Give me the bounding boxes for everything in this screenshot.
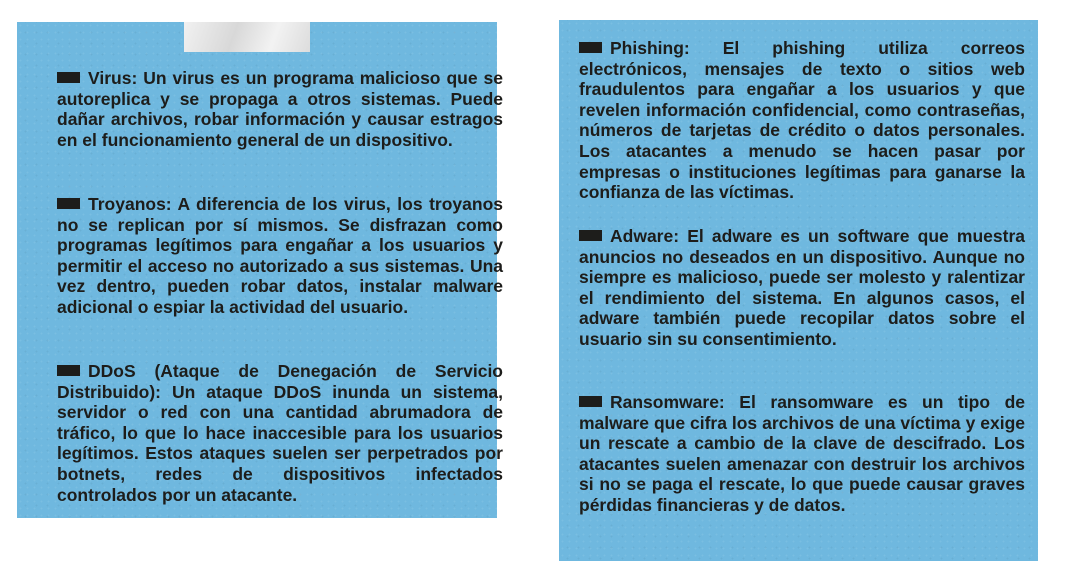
entry-text: Phishing: El phishing utiliza correos electrónicos, mensajes de texto o sitios web fraudulentos para engañar a los usuarios y que revelen información confidencial, como contraseñas, números de tarjetas de crédito o datos personales. Los atacantes a menudo se hacen pasar por empresas o instituciones legítimas para ganarse la confianza de las víctimas.: [579, 38, 1025, 203]
bullet-marker: [579, 396, 602, 407]
entry-adware: [579, 226, 1025, 350]
right-text-panel: [559, 20, 1038, 561]
entry-ddos: [57, 361, 503, 505]
entry-troyanos: [57, 194, 503, 318]
bullet-marker: [57, 72, 80, 83]
entry-text: Virus: Un virus es un programa malicioso que se autoreplica y se propaga a otros sistemas. Puede dañar archivos, robar información y causar estragos en el funcionamiento general de un dispositivo.: [57, 68, 503, 150]
adhesive-tape: [184, 22, 310, 52]
entry-phishing: [579, 38, 1025, 203]
bullet-marker: [57, 198, 80, 209]
bullet-marker: [579, 42, 602, 53]
left-text-panel: [17, 22, 503, 518]
entry-text: Ransomware: El ransomware es un tipo de malware que cifra los archivos de una víctima y exige un rescate a cambio de la clave de descifrado. Los atacantes suelen amenazar con destruir los archivos si no se paga el rescate, lo que puede causar graves pérdidas financieras y de datos.: [579, 392, 1025, 515]
entry-text: Adware: El adware es un software que muestra anuncios no deseados en un dispositivo. Aunque no siempre es malicioso, puede ser molesto y ralentizar el rendimiento del sistema. En algunos casos, el adware también puede recopilar datos sobre el usuario sin su consentimiento.: [579, 226, 1025, 349]
bullet-marker: [57, 365, 80, 376]
bullet-marker: [579, 230, 602, 241]
entry-ransomware: [579, 392, 1025, 516]
entry-text: DDoS (Ataque de Denegación de Servicio Distribuido): Un ataque DDoS inunda un sistema, servidor o red con una cantidad abrumadora de tráfico, lo que lo hace inaccesible para los usuarios legítimos. Estos ataques suelen ser perpetrados por botnets, redes de dispositivos infectados controlados por un atacante.: [57, 361, 503, 505]
entry-virus: [57, 68, 503, 150]
entry-text: Troyanos: A diferencia de los virus, los troyanos no se replican por sí mismos. Se disfrazan como programas legítimos para engañar a los usuarios y permitir el acceso no autorizado a sus sistemas. Una vez dentro, pueden robar datos, instalar malware adicional o espiar la actividad del usuario.: [57, 194, 503, 317]
